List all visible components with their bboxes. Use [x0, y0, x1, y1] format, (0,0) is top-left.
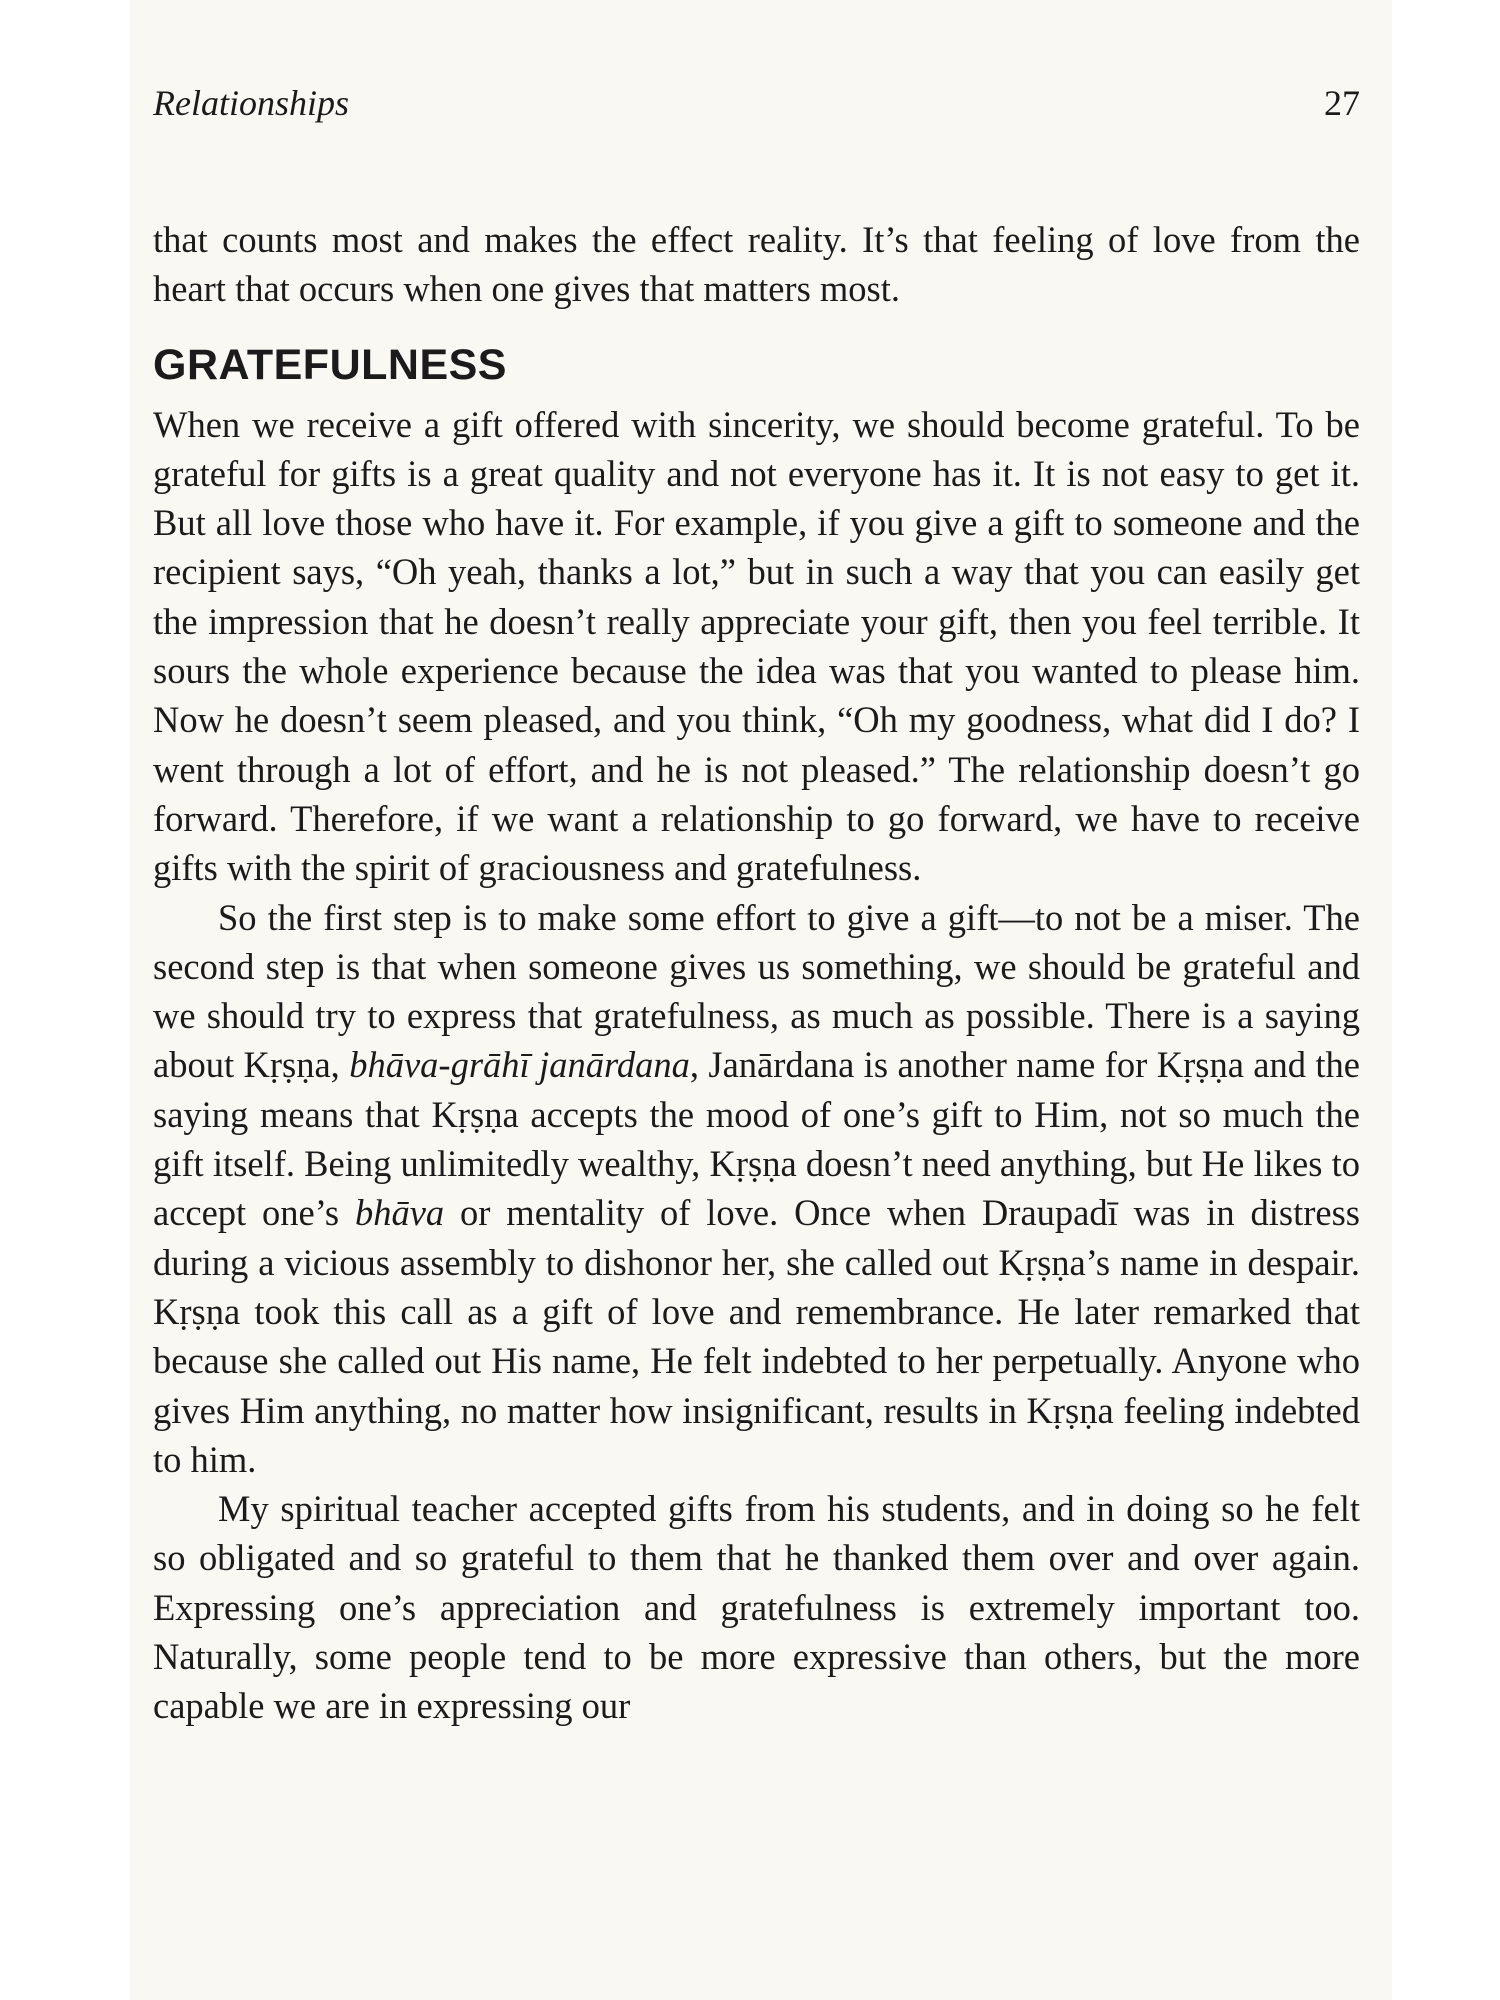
page-number: 27: [1324, 83, 1360, 123]
paragraph-1: When we receive a gift offered with sincerity, we should become grateful. To be grateful for gifts is a great quality and not everyone has it. It is not easy to get it. But all love those who have it. For example, if you give a gift to someone and the recipient says, “Oh yeah, thanks a lot,” but in such a way that you can easily get the impression that he doesn’t really appreciate your gift, then you feel terrible. It sours the whole experience because the idea was that you wanted to please him. Now he doesn’t seem pleased, and you think, “Oh my goodness, what did I do? I went through a lot of effort, and he is not pleased.” The relationship doesn’t go forward. Therefore, if we want a relationship to go forward, we have to receive gifts with the spirit of graciousness and gratefulness.: [153, 403, 1360, 889]
paragraph-2: [153, 893, 1360, 1485]
body-text: [153, 215, 1360, 1731]
section-heading: GRATEFULNESS: [153, 340, 507, 389]
paragraph-2-part-2: , Janārdana is another name for Kṛṣṇa and the saying means that Kṛṣṇa accepts the mood of one’s gift to Him, not so much the gift itself. Being unlimitedly wealthy, Kṛṣṇa doesn’t need anything, but He likes to accept one’s: [153, 1044, 1361, 1234]
running-head: Relationships: [153, 83, 349, 123]
paragraph-3: My spiritual teacher accepted gifts from his students, and in doing so he felt so obligated and so grateful to them that he thanked them over and over again. Expressing one’s appreciation and gratefulness is extremely important too. Naturally, some people tend to be more expressive than others, but the more capable we are in expressing our: [153, 1488, 1360, 1727]
page-header: [153, 82, 1360, 124]
paragraph-2-part-3: or mentality of love. Once when Draupadī was in distress during a vicious assembly to dishonor her, she called out Kṛṣṇa’s name in despair. Kṛṣṇa took this call as a gift of love and remembrance. He later remarked that because she called out His name, He felt indebted to her perpetually. Anyone who gives Him anything, no matter how insignificant, results in Kṛṣṇa feeling indebted to him.: [153, 1192, 1360, 1480]
paragraph-2-italic-1: bhāva-grāhī janārdana: [349, 1044, 690, 1086]
paragraph-2-italic-2: bhāva: [354, 1192, 445, 1234]
paragraph-2-part-1: So the first step is to make some effort to give a gift—to not be a miser. The second step is that when someone gives us something, we should be grateful and we should try to express that gratefulness, as much as possible. There is a saying about Kṛṣṇa,: [153, 896, 1360, 1086]
intro-paragraph: that counts most and makes the effect reality. It’s that feeling of love from the heart that occurs when one gives that matters most.: [153, 219, 1360, 310]
